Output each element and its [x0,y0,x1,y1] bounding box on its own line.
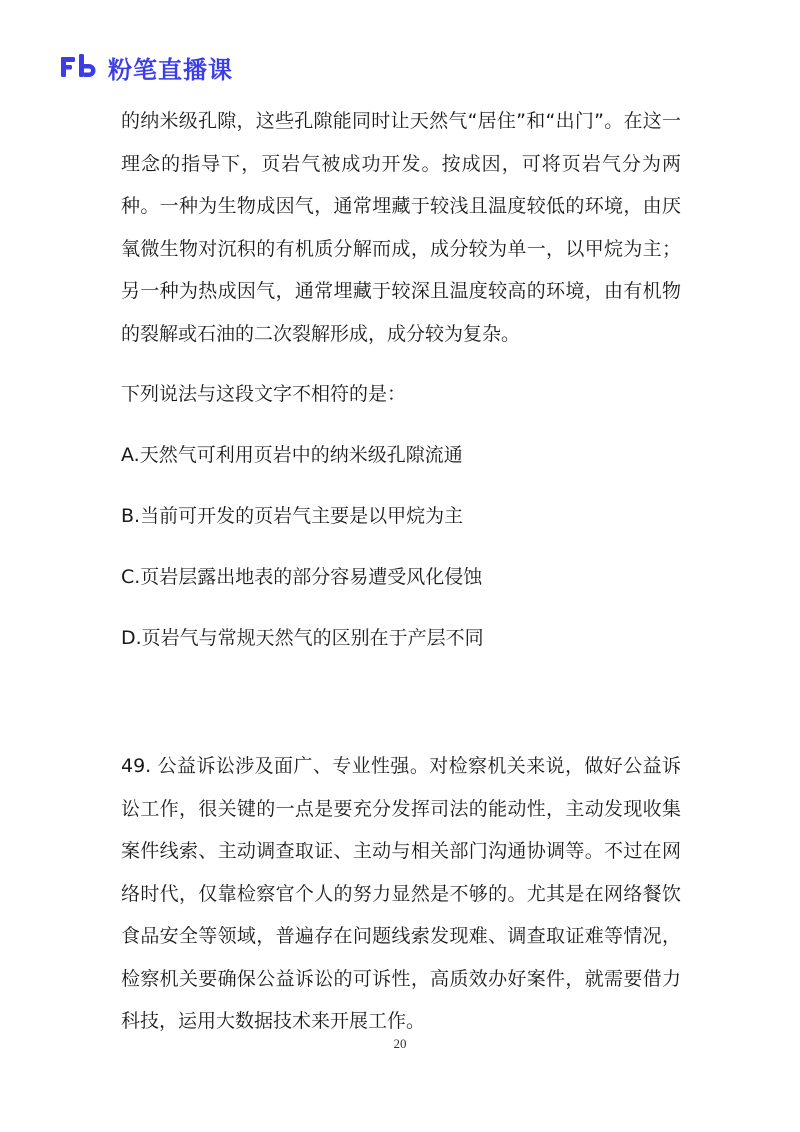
page-number: 20 [393,1036,407,1051]
page-header [60,50,233,84]
passage-48-text: 的纳米级孔隙，这些孔隙能同时让天然气“居住”和“出门”。在这一理念的指导下，页岩气被成功开发。按成因，可将页岩气分为两种。一种为生物成因气，通常埋藏于较浅且温度较低的环境，由厌氧微生物对沉积的有机质分解而成，成分较为单一，以甲烷为主；另一种为热成因气，通常埋藏于较深且温度较高的环境，由有机物的裂解或石油的二次裂解形成，成分较为复杂。 [121,110,681,345]
option-c: C.页岩层露出地表的部分容易遭受风化侵蚀 [121,566,483,588]
option-b: B.当前可开发的页岩气主要是以甲烷为主 [121,505,464,527]
passage-49-text: 49. 公益诉讼涉及面广、专业性强。对检察机关来说，做好公益诉讼工作，很关键的一点是要充分发挥司法的能动性，主动发现收集案件线索、主动调查取证、主动与相关部门沟通协调等。不过在网络时代，仅靠检察官个人的努力显然是不够的。尤其是在网络餐饮食品安全等领域，普遍存在问题线索发现难、调查取证难等情况，检察机关要确保公益诉讼的可诉性，高质效办好案件，就需要借力科技，运用大数据技术来开展工作。 [121,755,681,1032]
option-a: A.天然气可利用页岩中的纳米级孔隙流通 [121,444,463,466]
question-stem: 下列说法与这段文字不相符的是： [121,383,407,405]
option-d: D.页岩气与常规天然气的区别在于产层不同 [121,627,484,649]
brand-name: 粉笔直播课 [108,55,233,84]
document-body [121,100,681,1043]
fb-logo-icon [60,52,100,82]
